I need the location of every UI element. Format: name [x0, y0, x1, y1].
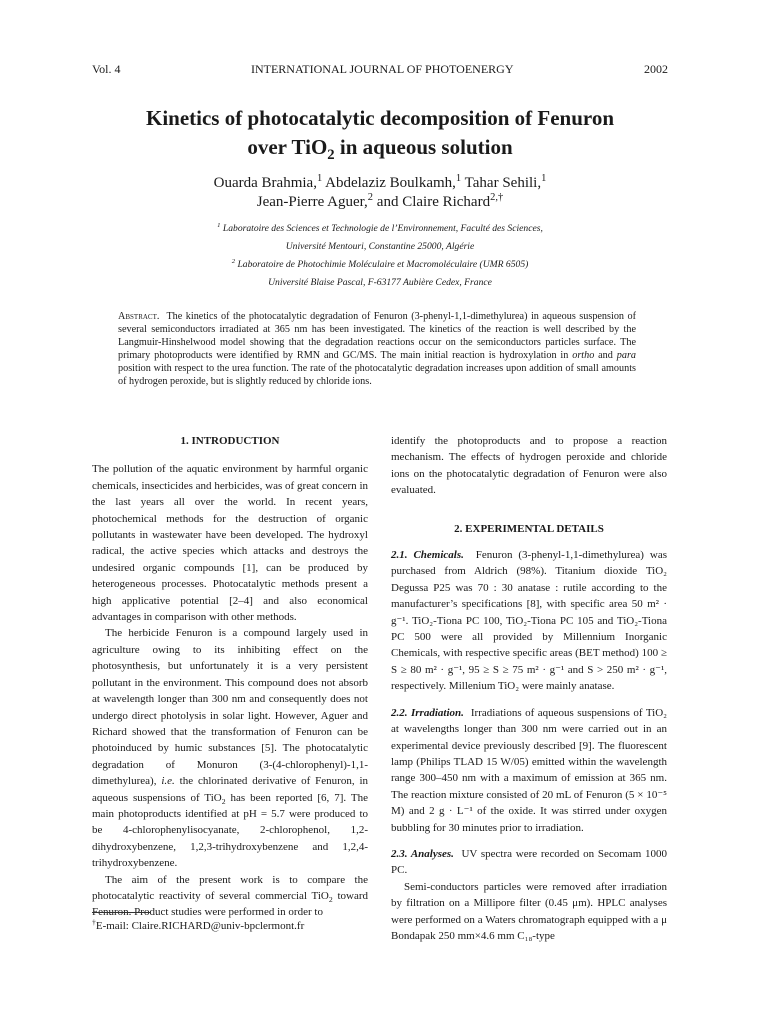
left-column — [92, 433, 368, 921]
volume-label: Vol. 4 — [92, 62, 121, 76]
affiliation-line — [92, 220, 668, 238]
intro-paragraph-3 — [92, 872, 368, 921]
author-name: Tahar Sehili, — [461, 175, 542, 191]
analyses-paragraph — [391, 846, 667, 879]
author-name: Ouarda Brahmia, — [213, 175, 317, 191]
affil-number: 1 — [217, 221, 221, 229]
affiliation-line: Université Mentouri, Constantine 25000, Algérie — [285, 241, 475, 252]
abstract-text: and — [594, 349, 617, 361]
affiliation-line: Université Blaise Pascal, F-63177 Aubière Cedex, France — [268, 277, 492, 288]
intro-paragraph-1: The pollution of the aquatic environment by harmful organic chemicals, insecticides and herbicides, was of great concern in the last years all over the world. In recent years, photochemical methods for the destruction of organic pollutants in wastewater have been developed. The hydroxyl radical, the active species which attacks and destroys the undesired organic compounds [1], can be produced by heterogeneous processes. Photocatalytic methods present a high applicative potential [2–4] and also economical advantages in comparison with other methods. — [92, 463, 368, 624]
affil-text: Laboratoire des Sciences et Technologie de l’Environnement, Faculté des Sciences, — [222, 223, 543, 234]
footnote-mark: † — [92, 917, 96, 927]
affil-mark: 1 — [541, 173, 547, 184]
affil-mark: 2,† — [490, 192, 504, 203]
title-text: over TiO — [247, 135, 328, 159]
intro-paragraph-2 — [92, 625, 368, 871]
subsection-label: 2.1. Chemicals. — [391, 549, 464, 562]
affil-mark: 2 — [367, 192, 374, 203]
author-line-1 — [92, 174, 668, 193]
abstract-emph: ortho — [572, 349, 595, 361]
irradiation-paragraph — [391, 705, 667, 836]
paragraph-text: Fenuron (3-phenyl-1,1-dimethylurea) was purchased from Aldrich (98%). Titanium dioxide TiO₂ Degussa P25 was 70 : 30 anatase : rutile according to the manufacturer’s specifications [8], with specific area 50 m² · g⁻¹. TiO₂-Tiona PC 100, TiO₂-Tiona PC 105 and TiO₂-Tiona PC 500 were all provided by Millennium Inorganic Chemicals, with respective specific areas (BET method) 100 ≥ S ≥ 80 m² · g⁻¹, 95 ≥ S ≥ 75 m² · g⁻¹ and S > 250 m² · g⁻¹, respectively. Millenium TiO₂ were mainly anatase. — [391, 549, 667, 693]
abstract — [118, 311, 636, 388]
abstract-text: position with respect to the urea function. The rate of the photocatalytic degradation increases upon addition of small amounts of hydrogen peroxide, but is slightly reduced by chloride ions. — [118, 362, 636, 387]
paragraph-text: has been reported [6, 7]. The main photoproducts identified at pH = 5.7 were produced to be 4-chlorophenylisocyanate, 2-chlorophenol, 1,2-dihydroxybenzene, 1,2,3-trihydroxybenzene and 1,2,4-trihydroxybenzene. — [92, 791, 368, 870]
affiliations — [92, 220, 668, 292]
section-heading-experimental: 2. EXPERIMENTAL DETAILS — [454, 522, 604, 535]
affiliation-line — [92, 256, 668, 274]
title-subscript: 2 — [327, 147, 335, 164]
analyses-paragraph-2: Semi-conductors particles were removed after irradiation by filtration on a Millipore filter (0.45 μm). HPLC analyses were performed on a Waters chromatograph equipped with a μ Bondapak 250 mm×4.6 mm C₁₈-type — [391, 880, 667, 942]
footnote — [92, 917, 305, 932]
right-column — [391, 433, 667, 944]
paragraph-text: UV spectra were recorded on Secomam 1000 PC. — [391, 847, 667, 877]
title-line-1: Kinetics of photocatalytic decomposition of Fenuron — [145, 106, 614, 130]
subsection-label: 2.3. Analyses. — [391, 847, 454, 860]
paragraph-text: The herbicide Fenuron is a compound largely used in agriculture owing to its inhibiting effect on the photosynthesis, but unfortunately it is a very persistent pollutant in the environment. This compound does not absorb at wavelength longer than 300 nm and consequently does not undergo direct photolysis in solar light. However, Aguer and Richard showed that the transformation of Fenuron can be photoinduced by humic substances [5]. The photocatalytic degradation of Monuron (3-(4-chlorophenyl)-1,1-dimethylurea), — [92, 627, 368, 788]
abstract-label: Abstract. — [118, 311, 160, 322]
paper-title — [92, 104, 668, 162]
author-name: and Claire Richard — [373, 194, 491, 210]
journal-name: INTERNATIONAL JOURNAL OF PHOTOENERGY — [250, 62, 514, 76]
affil-mark: 1 — [455, 173, 462, 184]
paragraph-text: The aim of the present work is to compare the photocatalytic reactivity of several commercial TiO — [92, 873, 368, 902]
paragraph-text: Irradiations of aqueous suspensions of TiO₂ at wavelengths longer than 300 nm were carried out in an experimental device previously described [9]. The fluorescent lamp (Philips TLAD 15 W/05) emitted within the wavelength range 300–450 nm with a maximum of emission at 365 nm. The reaction mixture consisted of 20 mL of Fenuron (5 × 10⁻⁵ M) and 2 g · L⁻¹ of the oxide. It was stirred under oxygen bubbling for 30 minutes prior to irradiation. — [391, 706, 667, 834]
intro-paragraph-3-continued: identify the photoproducts and to propose a reaction mechanism. The effects of hydrogen peroxide and chloride ions on the photocatalytic degradation of Fenuron were also evaluated. — [391, 435, 667, 497]
author-name: Jean-Pierre Aguer, — [256, 194, 368, 210]
paragraph-text: toward Fenuron. Product studies were performed in order to — [92, 889, 368, 919]
affil-number: 2 — [231, 257, 236, 265]
chemicals-paragraph — [391, 547, 667, 695]
subsection-label: 2.2. Irradiation. — [391, 706, 464, 719]
section-heading-introduction: 1. INTRODUCTION — [180, 435, 280, 447]
affil-mark: 1 — [316, 173, 323, 184]
abstract-emph: para — [616, 349, 636, 361]
abstract-text: The kinetics of the photocatalytic degradation of Fenuron (3-phenyl-1,1-dimethylurea) in aqueous suspension of several semiconductors irradiated at 365 nm has been investigated. The kinetics of the reaction is well described by the Langmuir-Hinshelwood model showing that the degradation reactions occur on the semiconductors particles surface. The primary photoproducts were identified by RMN and GC/MS. The main initial reaction is hydroxylation in — [118, 311, 636, 361]
affil-text: Laboratoire de Photochimie Moléculaire et Macromoléculaire (UMR 6505) — [237, 259, 529, 270]
paragraph-emph: i.e. — [161, 775, 175, 788]
subscript: 2 — [221, 796, 226, 806]
author-list — [92, 174, 668, 212]
title-text: in aqueous solution — [334, 135, 513, 159]
author-line-2 — [92, 193, 668, 212]
author-name: Abdelaziz Boulkamh, — [322, 175, 456, 191]
year-label: 2002 — [644, 62, 668, 76]
paragraph-text: the chlorinated derivative of Fenuron, in aqueous suspensions of TiO — [92, 775, 369, 804]
title-line-2 — [92, 133, 668, 162]
subscript: 2 — [328, 895, 333, 905]
running-header — [92, 62, 668, 77]
footnote-rule — [92, 912, 150, 913]
footnote-text: E-mail: Claire.RICHARD@univ-bpclermont.fr — [95, 920, 305, 932]
